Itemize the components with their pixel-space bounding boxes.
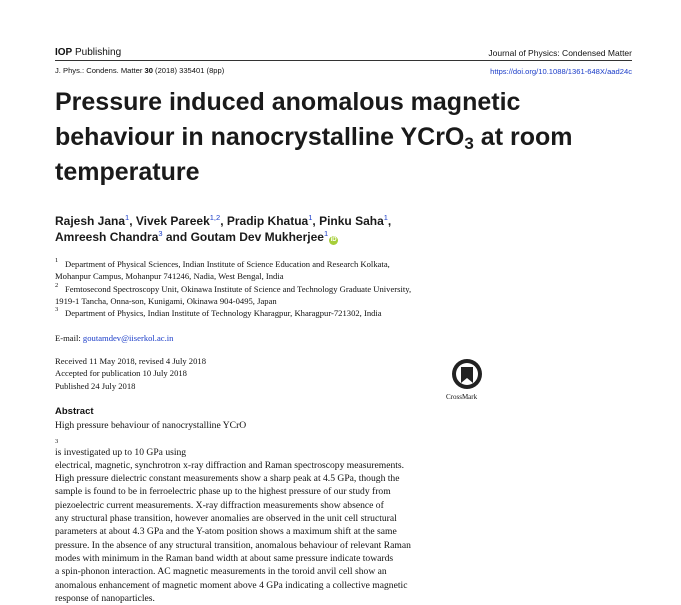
abstract-line: pressure. In the absence of any structural transition, anomalous behaviour of relevant Raman xyxy=(55,539,411,551)
abstract-line: parameters at about 4.3 GPa and the Y-atom position shows a maximum shift at the same xyxy=(55,526,397,538)
abstract-line: electrical, magnetic, synchrotron x-ray diffraction and Raman spectroscopy measurements. xyxy=(55,459,405,471)
affiliation-1: 1 Department of Physical Sciences, Indian Institute of Science Education and Research Kolkata, Mohanpur Campus, Mohanpur 741246, Nadia, West Bengal, India xyxy=(55,257,390,282)
received-date: Received 11 May 2018, revised 4 July 2018 xyxy=(55,356,206,366)
crossmark-label[interactable]: CrossMark xyxy=(446,393,478,401)
affiliation-2: 2 Femtosecond Spectroscopy Unit, Okinawa Institute of Science and Technology Graduate University, 1919-1 Tancha, Onna-son, Kunigami, Okinawa 904-0495, Japan xyxy=(55,282,412,307)
abstract-line: a spin-phonon interaction. AC magnetic measurements in the toroid anvil cell show an xyxy=(55,566,387,578)
abstract-line: High pressure dielectric constant measurements show a sharp peak at 4.5 GPa, though the xyxy=(55,473,400,485)
citation-volume: 30 xyxy=(144,66,153,75)
abstract-line: anomalous enhancement of magnetic moment above 4 GPa indicating a collective magnetic xyxy=(55,579,408,591)
citation: J. Phys.: Condens. Matter 30 (2018) 335401 (8pp) xyxy=(55,66,225,75)
abstract-line: High pressure behaviour of nanocrystalline YCrO $_3$ is investigated up to 10 GPa using xyxy=(55,420,247,458)
abstract-line: response of nanoparticles. xyxy=(55,592,155,604)
affiliation-3: 3 Department of Physics, Indian Institute of Technology Kharagpur, Kharagpur-721302, India xyxy=(55,306,382,318)
author-name: Rajesh Jana xyxy=(55,214,126,228)
author-name: Goutam Dev Mukherjee xyxy=(190,230,324,244)
author-name: Pradip Khatua xyxy=(226,214,309,228)
author-name: Pinku Saha xyxy=(319,214,384,228)
doi-link[interactable]: https://doi.org/10.1088/1361-648X/aad24c xyxy=(490,67,632,76)
author-affiliation-mark[interactable]: 1 xyxy=(383,213,388,222)
publication-dates xyxy=(55,355,206,392)
abstract-line: modes with minimum in the Raman band width at about same pressure indicate towards xyxy=(55,552,394,564)
author-affiliation-mark[interactable]: 3 xyxy=(158,229,163,238)
published-date: Published 24 July 2018 xyxy=(55,380,136,391)
title-line-1: Pressure induced anomalous magnetic xyxy=(55,88,521,116)
publisher-logo xyxy=(55,47,121,58)
title-line-2: behaviour in nanocrystalline YCrO$_3$ at room xyxy=(55,123,573,153)
corresponding-email: E-mail: goutamdev@iiserkol.ac.in xyxy=(55,333,174,343)
author-line-2: Amreesh Chandra$^3$ and Goutam Dev Mukherjee$^1$iD xyxy=(55,229,337,244)
author-line-1: Rajesh Jana$^1$, Vivek Pareek$^{1,2}$, Pradip Khatua$^1$, Pinku Saha$^1$, xyxy=(55,213,392,228)
publisher-name: Publishing xyxy=(72,47,122,58)
author-list xyxy=(55,213,655,245)
abstract-line: sample is found to be in ferroelectric phase up to the highest pressure of our study from xyxy=(55,486,391,498)
email-link[interactable]: goutamdev@iiserkol.ac.in xyxy=(82,333,174,343)
header-divider xyxy=(55,60,632,61)
orcid-icon[interactable]: iD xyxy=(330,237,337,243)
abstract-heading: Abstract xyxy=(55,406,94,417)
publisher-iop: IOP xyxy=(55,47,73,58)
accepted-date: Accepted for publication 10 July 2018 xyxy=(55,368,187,379)
author-affiliation-mark[interactable]: 1 xyxy=(125,213,130,222)
author-affiliation-mark[interactable]: 1,2 xyxy=(209,213,221,222)
title-line-3: temperature xyxy=(55,158,200,186)
abstract-text xyxy=(55,419,645,605)
author-affiliation-mark[interactable]: 1 xyxy=(323,229,329,238)
author-name: Vivek Pareek xyxy=(135,214,210,228)
author-name: Amreesh Chandra xyxy=(55,230,159,244)
author-affiliation-mark[interactable]: 1 xyxy=(308,213,313,222)
abstract-line: any structural phase transition, however anomalies are observed in the unit cell structural xyxy=(55,513,397,525)
paper-title xyxy=(55,85,655,190)
journal-name: Journal of Physics: Condensed Matter xyxy=(488,48,632,58)
abstract-line: piezoelectric current measurements. X-ray diffraction measurements show absence of xyxy=(55,499,384,511)
